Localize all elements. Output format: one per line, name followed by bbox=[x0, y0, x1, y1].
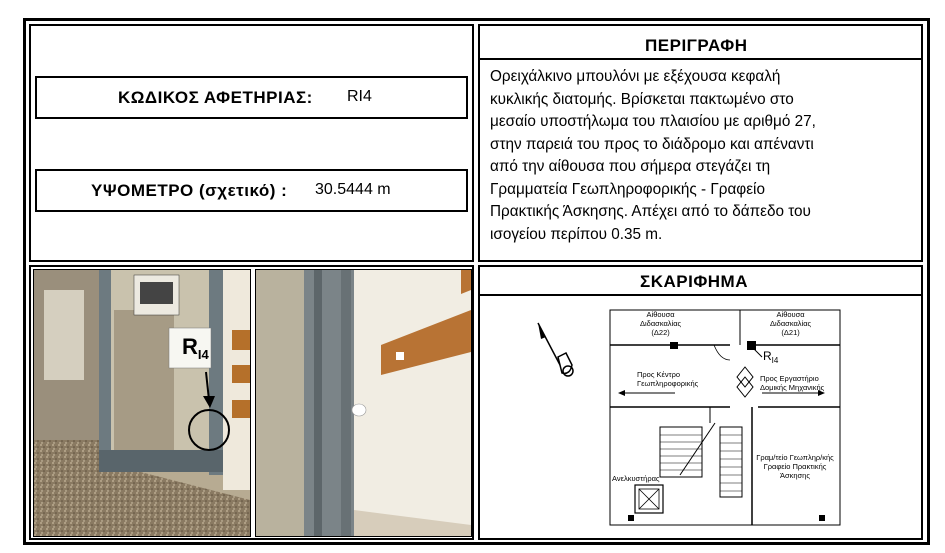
elevation-value: 30.5444 m bbox=[315, 181, 391, 198]
description-line: από την αίθουσα που σήμερα στεγάζει τη bbox=[490, 158, 771, 175]
description-line: Γραμματεία Γεωπληροφορικής - Γραφείο bbox=[490, 180, 765, 198]
description-line: στην παρειά του προς το διάδρομο και απέναντι bbox=[490, 135, 814, 153]
sketch-point-label bbox=[763, 349, 778, 365]
photo-doorway-image bbox=[34, 270, 250, 536]
photo-closeup bbox=[255, 269, 472, 537]
photo-point-sub: I4 bbox=[197, 347, 209, 362]
sketch-header: ΣΚΑΡΙΦΗΜΑ bbox=[640, 272, 748, 291]
to-structural-lab-label bbox=[760, 374, 824, 392]
office-line: Γραφείο Πρακτικής bbox=[763, 462, 827, 471]
photo-point-main: R bbox=[182, 334, 198, 359]
description-line: μεσαίο υποστήλωμα του πλαισίου με αριθμό 27, bbox=[490, 113, 816, 130]
description-line: Πρακτικής Άσκησης. Απέχει από το δάπεδο του bbox=[490, 203, 811, 220]
room-label-line: (Δ22) bbox=[651, 328, 670, 337]
description-line: Ορειχάλκινο μπουλόνι με εξέχουσα κεφαλή bbox=[490, 68, 781, 85]
room-label-line: Διδασκαλίας bbox=[770, 319, 812, 328]
photo-doorway bbox=[33, 269, 251, 537]
north-arrow-icon bbox=[538, 323, 573, 376]
info-cell bbox=[29, 24, 474, 262]
to-geoinformatics-label bbox=[637, 370, 698, 388]
direction-line: Γεωπληροφορικής bbox=[637, 379, 699, 388]
room-label-d21 bbox=[770, 310, 811, 337]
sketch-point-main: R bbox=[763, 349, 772, 363]
direction-line: Προς Εργαστήριο bbox=[760, 374, 819, 383]
office-line: Γραμ/τείο Γεωπληρ/κής bbox=[756, 453, 834, 462]
photo-point-label bbox=[182, 334, 209, 362]
description-header: ΠΕΡΙΓΡΑΦΗ bbox=[645, 36, 748, 55]
room-label-line: Αίθουσα bbox=[776, 310, 805, 319]
sketch-drawing bbox=[530, 305, 870, 530]
room-label-line: Αίθουσα bbox=[646, 310, 675, 319]
sketch-point-sub: I4 bbox=[771, 356, 779, 365]
room-label-d22 bbox=[640, 310, 681, 337]
elevation-label: ΥΨΟΜΕΤΡΟ (σχετικό) : bbox=[91, 181, 288, 200]
description-line: ισογείου περίπου 0.35 m. bbox=[490, 225, 663, 243]
code-value: RI4 bbox=[347, 88, 372, 105]
description-text bbox=[490, 66, 915, 246]
office-label bbox=[752, 453, 838, 480]
direction-line: Δομικής Μηχανικής bbox=[760, 383, 825, 392]
elevator-label: Ανελκυστήρας bbox=[612, 474, 660, 483]
office-line: Άσκησης bbox=[780, 471, 810, 480]
description-line: κυκλικής διατομής. Βρίσκεται πακτωμένο στο bbox=[490, 90, 794, 108]
room-label-line: Διδασκαλίας bbox=[640, 319, 682, 328]
room-label-line: (Δ21) bbox=[781, 328, 800, 337]
code-label: ΚΩΔΙΚΟΣ ΑΦΕΤΗΡΙΑΣ: bbox=[118, 88, 313, 107]
direction-line: Προς Κέντρο bbox=[637, 370, 681, 379]
photo-closeup-image bbox=[256, 270, 471, 536]
